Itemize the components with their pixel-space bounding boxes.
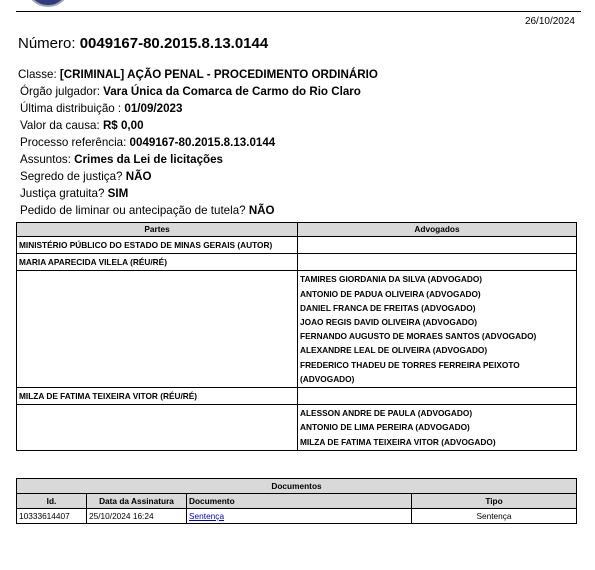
- advogados-cell: [298, 271, 577, 388]
- process-number-label: Número:: [18, 35, 76, 52]
- table-row: [17, 237, 577, 254]
- documentos-title: Documentos: [17, 479, 577, 494]
- documentos-title-row: [17, 479, 577, 494]
- column-header-partes: Partes: [17, 223, 298, 237]
- documentos-table: [16, 478, 577, 524]
- table-row: [17, 254, 577, 271]
- field-classe: Classe: [CRIMINAL] AÇÃO PENAL - PROCEDIMENTO ORDINÁRIO: [18, 68, 378, 81]
- field-processo-referencia: Processo referência: 0049167-80.2015.8.13.0144: [20, 136, 276, 149]
- advogado-item: ANTONIO DE PADUA OLIVEIRA (ADVOGADO): [300, 288, 481, 299]
- document-link[interactable]: Sentença: [189, 511, 225, 521]
- partes-header-row: [17, 223, 577, 237]
- column-header-tipo: Tipo: [412, 494, 577, 509]
- doc-link-cell: [187, 509, 412, 524]
- table-row: [17, 405, 577, 451]
- advogado-item: MILZA DE FATIMA TEIXEIRA VITOR (ADVOGADO): [300, 436, 496, 447]
- advogado-item: ALESSON ANDRE DE PAULA (ADVOGADO): [300, 408, 473, 419]
- parte-cell-empty: [17, 271, 298, 388]
- doc-tipo: Sentença: [412, 509, 577, 524]
- advogado-item: ALEXANDRE LEAL DE OLIVEIRA (ADVOGADO): [300, 345, 488, 356]
- process-number: [18, 35, 268, 52]
- advogado-item: FREDERICO THADEU DE TORRES FERREIRA PEIXOTO (ADVOGADO): [300, 359, 520, 384]
- advogados-cell: [298, 254, 577, 271]
- field-justica-gratuita: Justiça gratuita? SIM: [20, 187, 129, 200]
- advogado-item: ANTONIO DE LIMA PEREIRA (ADVOGADO): [300, 422, 470, 433]
- column-header-id: Id.: [17, 494, 87, 509]
- table-row: [17, 388, 577, 405]
- advogados-cell: [298, 388, 577, 405]
- advogado-item: JOAO REGIS DAVID OLIVEIRA (ADVOGADO): [300, 317, 478, 328]
- document-date: 26/10/2024: [524, 16, 575, 27]
- parte-cell: MINISTÉRIO PÚBLICO DO ESTADO DE MINAS GERAIS (AUTOR): [17, 237, 298, 254]
- doc-data-assinatura: 25/10/2024 16:24: [87, 509, 187, 524]
- process-number-value: 0049167-80.2015.8.13.0144: [79, 35, 269, 52]
- field-assuntos: Assuntos: Crimes da Lei de licitações: [20, 153, 223, 166]
- header-divider: [16, 11, 581, 12]
- column-header-documento: Documento: [187, 494, 412, 509]
- table-row: [17, 271, 577, 388]
- field-orgao-julgador: Órgão julgador: Vara Única da Comarca de Carmo do Rio Claro: [20, 85, 361, 98]
- parte-cell: MILZA DE FATIMA TEIXEIRA VITOR (RÉU/RÉ): [17, 388, 298, 405]
- process-fields: [18, 66, 378, 219]
- partes-table: [16, 222, 577, 451]
- table-row: [17, 509, 577, 524]
- advogados-cell: [298, 237, 577, 254]
- field-ultima-distribuicao: Última distribuição : 01/09/2023: [20, 102, 183, 115]
- doc-id: 10333614407: [17, 509, 87, 524]
- advogado-item: DANIEL FRANCA DE FREITAS (ADVOGADO): [300, 302, 476, 313]
- advogados-cell: [298, 405, 577, 451]
- field-valor-causa: Valor da causa: R$ 0,00: [20, 119, 144, 132]
- field-segredo-justica: Segredo de justiça? NÃO: [20, 170, 152, 183]
- court-seal-logo: [24, 0, 72, 8]
- parte-cell: MARIA APARECIDA VILELA (RÉU/RÉ): [17, 254, 298, 271]
- column-header-advogados: Advogados: [298, 223, 577, 237]
- column-header-data-assinatura: Data da Assinatura: [87, 494, 187, 509]
- parte-cell-empty: [17, 405, 298, 451]
- documentos-header-row: [17, 494, 577, 509]
- advogado-item: TAMIRES GIORDANIA DA SILVA (ADVOGADO): [300, 274, 483, 285]
- field-pedido-liminar: Pedido de liminar ou antecipação de tutela? NÃO: [20, 204, 275, 217]
- advogado-item: FERNANDO AUGUSTO DE MORAES SANTOS (ADVOGADO): [300, 331, 537, 342]
